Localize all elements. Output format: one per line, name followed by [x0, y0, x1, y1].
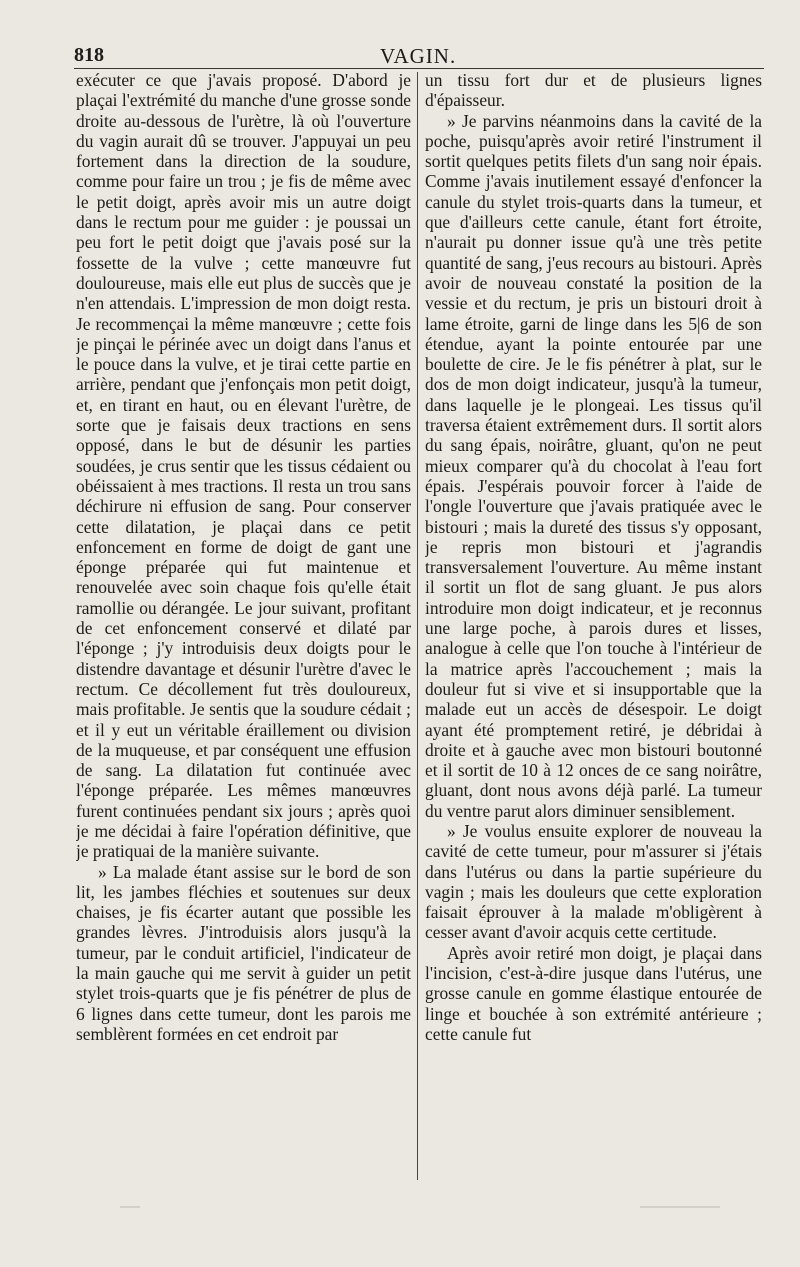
right-paragraph-1: un tissu fort dur et de plusieurs lignes d'épaisseur.	[425, 70, 762, 111]
left-paragraph-1: exécuter ce que j'avais proposé. D'abord je plaçai l'extrémité du manche d'une grosse sonde droite au-dessous de l'urètre, là où l'ouverture du vagin aurait dû se trouver. J'appuyai un peu fortement dans la direction de la soudure, comme pour faire un trou ; je fis de même avec le petit doigt, après avoir mis un autre doigt dans le rectum pour me guider : je poussai un peu fort le petit doigt que j'avais posé sur la fossette de la vulve ; cette manœuvre fut douloureuse, mais elle eut plus de succès que je n'en attendais. L'impression de mon doigt resta. Je recommençai la même manœuvre ; cette fois je pinçai le périnée avec un doigt dans l'anus et le pouce dans la vulve, et je tirai cette partie en arrière, pendant que j'enfonçais mon petit doigt, et, en tirant en haut, ou en élevant l'urètre, de sorte que je faisais deux tractions en sens opposé, dans le but de désunir les parties soudées, je crus sentir que les tissus cédaient ou obéissaient à mes tractions. Il resta un trou sans déchirure ni effusion de sang. Pour conserver cette dilatation, je plaçai dans ce petit enfoncement en forme de doigt de gant une éponge préparée qui fut maintenue et renouvelée avec soin chaque fois qu'elle était ramollie ou dérangée. Le jour suivant, profitant de cet enfoncement conservé et dilaté par l'éponge ; j'y introduisis deux doigts pour le distendre davantage et désunir l'urètre d'avec le rectum. Ce décollement fut très douloureux, mais profitable. Je sentis que la soudure cédait ; et il y eut un véritable éraillement ou division de la muqueuse, et par conséquent une effusion de sang. La dilatation fut continuée avec l'éponge préparée. Les mêmes manœuvres furent continuées pendant six jours ; après quoi je me décidai à faire l'opération définitive, que je pratiquai de la manière suivante.	[76, 70, 411, 862]
bleed-mark-left	[120, 1206, 140, 1218]
left-paragraph-2: » La malade étant assise sur le bord de son lit, les jambes fléchies et soutenues sur deux chaises, je fis écarter autant que possible les grandes lèvres. J'introduisis alors jusqu'à la tumeur, par le conduit artificiel, l'indicateur de la main gauche qui me servit à guider un petit stylet trois-quarts que je fis pénétrer de plus de 6 lignes dans cette tumeur, dont les parois me semblèrent formées en cet endroit par	[76, 861, 411, 1044]
right-paragraph-3: » Je voulus ensuite explorer de nouveau la cavité de cette tumeur, pour m'assurer si j'étais dans l'utérus ou dans la partie supérieure du vagin ; mais les douleurs que cette exploration faisait éprouver à la malade m'obligèrent à cesser avant d'avoir acquis cette certitude.	[425, 820, 762, 943]
left-column	[76, 70, 411, 1180]
right-paragraph-2: » Je parvins néanmoins dans la cavité de la poche, puisqu'après avoir retiré l'instrument il sortit quelques petits filets d'un sang noir épais. Comme j'avais inutilement essayé d'enfoncer la canule du stylet trois-quarts dans la tumeur, et que d'ailleurs cette canule, étant fort étroite, n'aurait pu donner issue qu'à une très petite quantité de sang, j'eus recours au bistouri. Après avoir de nouveau constaté la position de la vessie et du rectum, je pris un bistouri droit à lame étroite, garni de linge dans les 5|6 de son étendue, ayant la pointe entourée par une boulette de cire. Je le fis pénétrer à plat, sur le dos de mon doigt indicateur, jusqu'à la tumeur, dans laquelle je le plongeai. Les tissus qu'il traversa étaient extrêmement durs. Il sortit alors du sang épais, noirâtre, gluant, qu'on ne peut mieux comparer qu'à du chocolat à l'eau fort épais. J'espérais pouvoir forcer à l'aide de l'ongle l'ouverture que j'avais pratiquée avec le bistouri ; mais la dureté des tissus s'y opposant, je repris mon bistouri et j'agrandis transversalement l'ouverture. Au même instant il sortit un flot de sang gluant. Je pus alors introduire mon doigt indicateur, et je reconnus une large poche, à parois dures et lisses, analogue à celle que l'on touche à l'intérieur de la matrice après l'accouchement ; mais la douleur fut si vive et si insupportable que la malade eut un accès de désespoir. Le doigt ayant été promptement retiré, je débridai à droite et à gauche avec mon bistouri boutonné et il sortit de 10 à 12 onces de ce sang noirâtre, gluant, dont nous avons déjà parlé. La tumeur du ventre parut alors diminuer sensiblement.	[425, 110, 762, 821]
page-number: 818	[74, 44, 104, 66]
right-paragraph-4: Après avoir retiré mon doigt, je plaçai dans l'incision, c'est-à-dire jusque dans l'utérus, une grosse canule en gomme élastique entourée de linge et bouchée à son extrémité antérieure ; cette canule fut	[425, 942, 762, 1044]
right-column	[425, 70, 762, 1180]
column-divider	[417, 72, 418, 1180]
running-head: VAGIN.	[380, 44, 457, 68]
header-rule	[74, 68, 764, 69]
bleed-through-footer	[0, 1206, 800, 1226]
bleed-mark-right	[640, 1206, 720, 1218]
